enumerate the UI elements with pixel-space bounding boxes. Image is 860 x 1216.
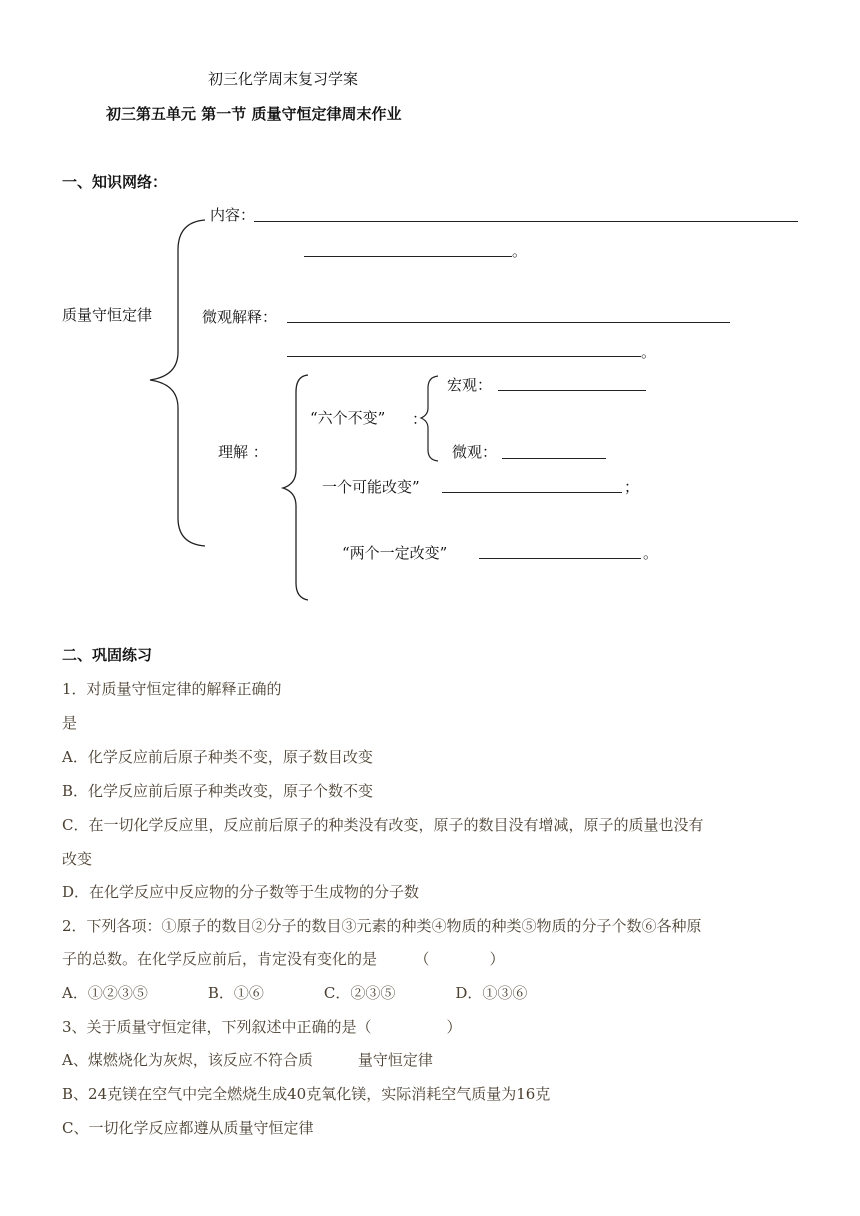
micro-label: 微观： [452,443,498,461]
question-2-stem-cont: 子的总数。在化学反应前后，肯定没有变化的是 （ ） [62,950,505,968]
two-must-change-period: 。 [643,544,659,562]
one-maybe-change-label: 一个可能改变” [322,478,420,496]
practice-heading: 二、巩固练习 [62,646,153,664]
question-3-option-c: C、一切化学反应都遵从质量守恒定律 [62,1119,314,1137]
micro-explain-blank-line-2[interactable] [287,356,641,357]
understanding-label: 理解 ： [218,443,268,461]
two-must-change-label: “两个一定改变” [342,544,448,562]
knowledge-network-heading: 一、知识网络： [62,173,168,191]
micro-blank-line[interactable] [502,458,606,459]
content-blank-line-2[interactable] [304,256,512,257]
micro-explain-blank-line-1[interactable] [287,322,730,323]
question-1-option-b: B．化学反应前后原子种类改变，原子个数不变 [62,782,374,800]
document-top-title: 初三化学周末复习学案 [208,70,359,88]
macro-label: 宏观： [447,376,493,394]
question-1-option-d: D．在化学反应中反应物的分子数等于生成物的分子数 [62,883,420,901]
question-1-option-c-cont: 改变 [62,850,93,868]
main-brace-shape [150,220,205,546]
question-3-option-b: B、24克镁在空气中完全燃烧生成40克氧化镁，实际消耗空气质量为16克 [62,1085,551,1103]
micro-explain-period: 。 [641,343,657,361]
question-3-stem: 3、关于质量守恒定律，下列叙述中正确的是（ ） [62,1018,462,1036]
question-2-stem: 2．下列各项：①原子的数目②分子的数目③元素的种类④物质的种类⑤物质的分子个数⑥各种原 [62,917,702,935]
content-period: 。 [512,242,528,260]
law-of-conservation-label: 质量守恒定律 [62,306,153,324]
two-must-change-blank-line[interactable] [479,558,641,559]
question-1-option-a: A．化学反应前后原子种类不变，原子数目改变 [62,748,373,766]
question-3-option-a: A、煤燃烧化为灰烬，该反应不符合质 量守恒定律 [62,1051,433,1069]
understanding-brace-shape [283,375,308,600]
one-maybe-change-semicolon: ； [624,478,640,496]
content-blank-line-1[interactable] [254,221,798,222]
micro-explain-label: 微观解释： [202,308,278,326]
macro-blank-line[interactable] [498,390,646,391]
question-1-stem: 1．对质量守恒定律的解释正确的 [62,680,282,698]
question-2-options: A．①②③⑤ B．①⑥ C．②③⑤ D．①③⑥ [62,984,528,1002]
six-unchanged-label: “六个不变” [310,409,386,427]
content-label: 内容： [210,206,256,224]
six-unchanged-colon: ： [412,410,428,428]
question-1-option-c: C．在一切化学反应里，反应前后原子的种类没有改变，原子的数目没有增减，原子的质量也没有 [62,816,704,834]
question-1-stem-cont: 是 [62,714,78,732]
document-subtitle: 初三第五单元 第一节 质量守恒定律周末作业 [106,105,402,123]
one-maybe-change-blank-line[interactable] [442,492,622,493]
